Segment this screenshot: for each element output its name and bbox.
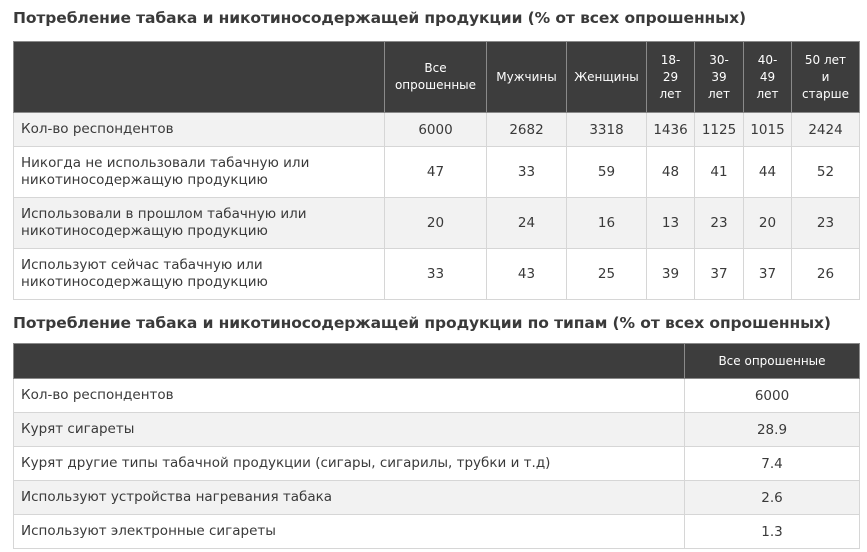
cell-value: 1015 — [744, 113, 792, 147]
header-women: Женщины — [567, 42, 647, 113]
cell-value: 1.3 — [685, 515, 860, 549]
cell-value: 59 — [567, 147, 647, 198]
cell-value: 41 — [695, 147, 744, 198]
cell-value: 7.4 — [685, 447, 860, 481]
cell-value: 3318 — [567, 113, 647, 147]
header-age-50-plus: 50 лет и старше — [792, 42, 860, 113]
header-men: Мужчины — [487, 42, 567, 113]
header-all: Все опрошенные — [385, 42, 487, 113]
cell-value: 39 — [647, 249, 695, 300]
cell-value: 2.6 — [685, 481, 860, 515]
row-label: Используют сейчас табачную или никотиносодержащую продукцию — [14, 249, 385, 300]
cell-value: 52 — [792, 147, 860, 198]
header-all: Все опрошенные — [685, 344, 860, 379]
header-empty — [14, 42, 385, 113]
row-label: Использовали в прошлом табачную или никотиносодержащую продукцию — [14, 198, 385, 249]
table2-title: Потребление табака и никотиносодержащей продукции по типам (% от всех опрошенных) — [13, 314, 831, 332]
table1-title: Потребление табака и никотиносодержащей продукции (% от всех опрошенных) — [13, 9, 746, 27]
row-label: Кол-во респондентов — [14, 113, 385, 147]
row-label: Курят другие типы табачной продукции (сигары, сигарилы, трубки и т.д) — [14, 447, 685, 481]
table2-header-row — [14, 344, 860, 379]
header-age-40-49: 40- 49 лет — [744, 42, 792, 113]
row-label: Курят сигареты — [14, 413, 685, 447]
cell-value: 37 — [744, 249, 792, 300]
cell-value: 1436 — [647, 113, 695, 147]
cell-value: 44 — [744, 147, 792, 198]
table1-header-row — [14, 42, 860, 113]
table-row — [14, 413, 860, 447]
cell-value: 24 — [487, 198, 567, 249]
row-label: Кол-во респондентов — [14, 379, 685, 413]
cell-value: 1125 — [695, 113, 744, 147]
cell-value: 6000 — [685, 379, 860, 413]
row-label: Используют устройства нагревания табака — [14, 481, 685, 515]
table-row — [14, 249, 860, 300]
row-label: Никогда не использовали табачную или никотиносодержащую продукцию — [14, 147, 385, 198]
table-row — [14, 515, 860, 549]
tobacco-by-type-table — [13, 343, 860, 549]
cell-value: 6000 — [385, 113, 487, 147]
cell-value: 28.9 — [685, 413, 860, 447]
cell-value: 20 — [385, 198, 487, 249]
table-row — [14, 147, 860, 198]
cell-value: 47 — [385, 147, 487, 198]
cell-value: 23 — [695, 198, 744, 249]
cell-value: 33 — [487, 147, 567, 198]
table-row — [14, 447, 860, 481]
cell-value: 48 — [647, 147, 695, 198]
cell-value: 26 — [792, 249, 860, 300]
cell-value: 13 — [647, 198, 695, 249]
header-age-18-29: 18- 29 лет — [647, 42, 695, 113]
row-label: Используют электронные сигареты — [14, 515, 685, 549]
cell-value: 37 — [695, 249, 744, 300]
table-row — [14, 379, 860, 413]
table-row — [14, 113, 860, 147]
cell-value: 25 — [567, 249, 647, 300]
cell-value: 43 — [487, 249, 567, 300]
cell-value: 33 — [385, 249, 487, 300]
table-row — [14, 198, 860, 249]
table-row — [14, 481, 860, 515]
header-age-30-39: 30- 39 лет — [695, 42, 744, 113]
cell-value: 2424 — [792, 113, 860, 147]
cell-value: 20 — [744, 198, 792, 249]
cell-value: 23 — [792, 198, 860, 249]
cell-value: 2682 — [487, 113, 567, 147]
tobacco-consumption-table — [13, 41, 860, 300]
cell-value: 16 — [567, 198, 647, 249]
header-empty — [14, 344, 685, 379]
